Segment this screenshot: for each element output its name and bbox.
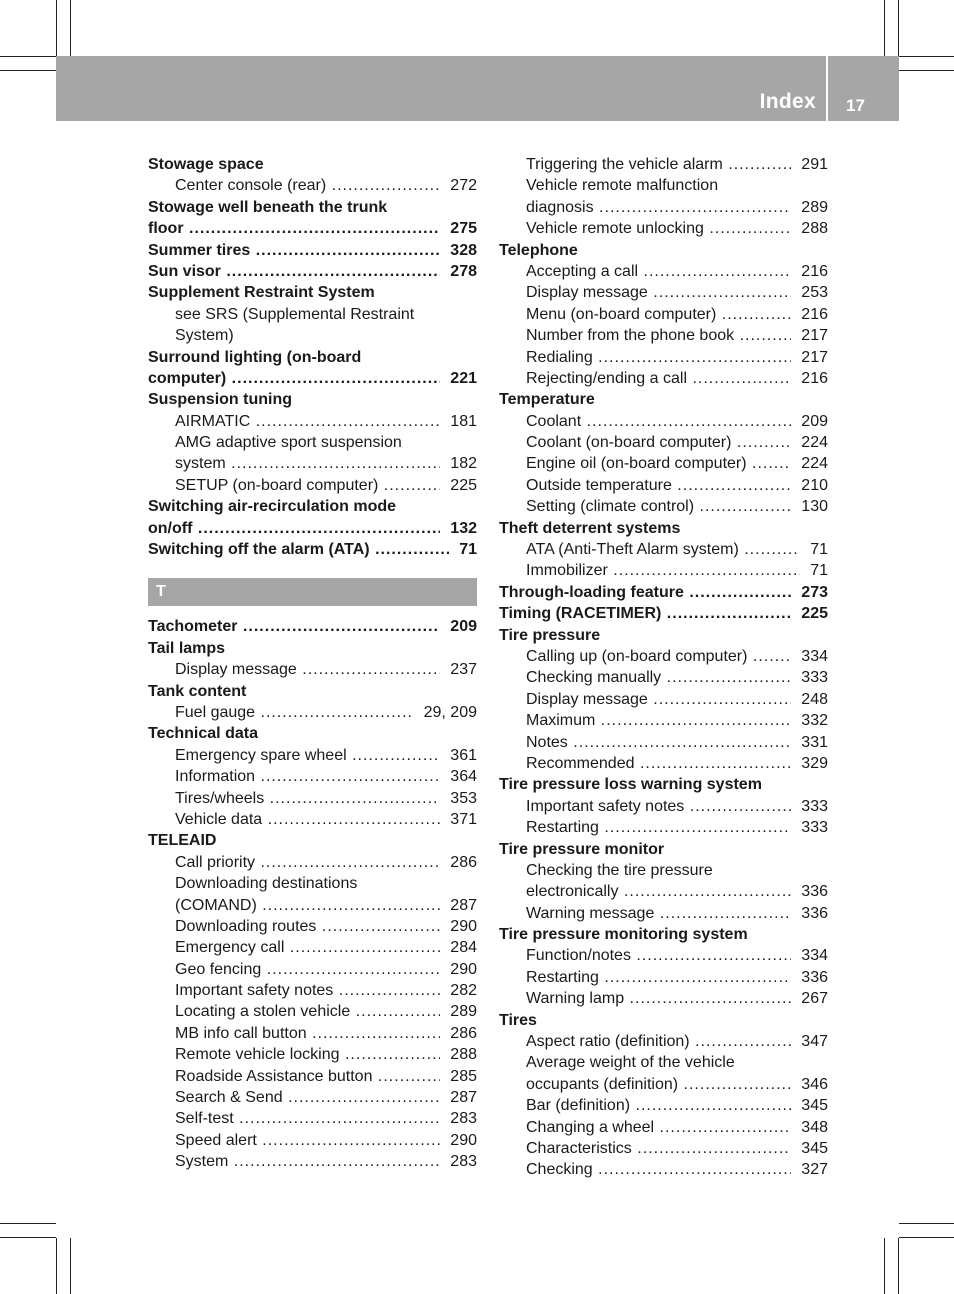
entry-page: 71 — [800, 539, 828, 560]
entry-page: 336 — [791, 881, 828, 902]
entry-page: 331 — [791, 732, 828, 753]
index-entries — [148, 616, 477, 1172]
entry-text: Checking ..... — [526, 1161, 828, 1178]
entry-text: diagnosis ..... — [526, 199, 828, 216]
index-entry — [148, 959, 477, 980]
index-entry — [499, 325, 828, 346]
entry-text: Display message ..... — [526, 691, 828, 708]
index-entries — [499, 154, 828, 1181]
crop-mark — [884, 1238, 885, 1294]
entry-page: 182 — [440, 453, 477, 474]
entry-page: 371 — [440, 809, 477, 830]
entry-page: 216 — [791, 304, 828, 325]
index-entry — [499, 646, 828, 667]
index-entry — [499, 625, 828, 646]
entry-text: Temperature — [499, 391, 595, 409]
entry-page: 333 — [791, 667, 828, 688]
entry-page: 334 — [791, 646, 828, 667]
entry-page: 209 — [791, 411, 828, 432]
entry-text: Through-loading feature ..... — [499, 584, 828, 601]
entry-page: 286 — [440, 852, 477, 873]
crop-mark — [899, 1223, 954, 1224]
entry-text: Technical data — [148, 725, 258, 743]
index-entries — [148, 154, 477, 560]
index-entry — [148, 895, 477, 916]
entry-text: Engine oil (on-board computer) ..... — [526, 455, 828, 472]
index-entry — [148, 304, 477, 325]
entry-page: 286 — [440, 1023, 477, 1044]
index-entry — [148, 240, 477, 261]
entry-text: Telephone — [499, 241, 578, 259]
index-entry — [148, 539, 477, 560]
index-entry — [148, 659, 477, 680]
entry-page: 289 — [791, 197, 828, 218]
entry-text: Surround lighting (on-board — [148, 348, 362, 366]
entry-page: 333 — [791, 796, 828, 817]
entry-page: 291 — [791, 154, 828, 175]
entry-text: Characteristics ..... — [526, 1140, 828, 1157]
entry-text: Checking the tire pressure — [526, 861, 713, 879]
index-entry — [499, 796, 828, 817]
index-entry — [148, 261, 477, 282]
entry-text: Search & Send ..... — [175, 1089, 477, 1106]
entry-page: 289 — [440, 1001, 477, 1022]
entry-page: 29, 209 — [414, 702, 477, 723]
entry-text: Display message ..... — [175, 661, 477, 678]
entry-text: Tires/wheels ..... — [175, 790, 477, 807]
crop-mark — [0, 70, 56, 71]
entry-text: Geo fencing ..... — [175, 961, 477, 978]
index-entry — [499, 539, 828, 560]
entry-text: Center console (rear) ..... — [175, 177, 477, 194]
entry-text: Remote vehicle locking ..... — [175, 1046, 477, 1063]
index-entry — [499, 240, 828, 261]
index-entry — [148, 830, 477, 851]
index-column-right — [499, 154, 828, 1181]
entry-text: Fuel gauge ..... — [175, 704, 477, 721]
entry-page: 328 — [440, 240, 477, 261]
index-entry — [499, 603, 828, 624]
entry-page: 336 — [791, 903, 828, 924]
index-entry — [148, 1130, 477, 1151]
entry-text: Important safety notes ..... — [526, 798, 828, 815]
index-entry — [499, 988, 828, 1009]
entry-text: (COMAND) ..... — [175, 897, 477, 914]
index-entry — [148, 766, 477, 787]
index-entry — [148, 852, 477, 873]
entry-page: 209 — [440, 616, 477, 637]
crop-mark — [70, 1238, 71, 1294]
index-entry — [148, 702, 477, 723]
index-entry — [499, 967, 828, 988]
index-entry — [148, 1001, 477, 1022]
entry-text: system ..... — [175, 455, 477, 472]
index-entry — [148, 1108, 477, 1129]
entry-page: 364 — [440, 766, 477, 787]
index-entry — [499, 860, 828, 881]
entry-page: 334 — [791, 945, 828, 966]
entry-text: Changing a wheel ..... — [526, 1119, 828, 1136]
entry-page: 130 — [791, 496, 828, 517]
index-entry — [148, 453, 477, 474]
index-entry — [148, 873, 477, 894]
page-title: Index — [759, 90, 816, 113]
entry-text: Roadside Assistance button ..... — [175, 1068, 477, 1085]
index-entry — [499, 689, 828, 710]
entry-page: 353 — [440, 788, 477, 809]
index-entry — [499, 1010, 828, 1031]
crop-mark — [56, 0, 57, 56]
index-entry — [499, 1138, 828, 1159]
index-entry — [499, 774, 828, 795]
index-entry — [499, 218, 828, 239]
entry-text: Vehicle remote malfunction — [526, 177, 719, 195]
index-entry — [148, 411, 477, 432]
entry-text: computer) ..... — [148, 370, 477, 387]
entry-page: 217 — [791, 325, 828, 346]
entry-text: Number from the phone book ..... — [526, 327, 828, 344]
entry-text: Summer tires ..... — [148, 242, 477, 259]
entry-text: Immobilizer ..... — [526, 562, 828, 579]
entry-text: Menu (on-board computer) ..... — [526, 306, 828, 323]
index-entry — [148, 389, 477, 410]
index-entry — [148, 1066, 477, 1087]
index-entry — [499, 1074, 828, 1095]
entry-page: 288 — [791, 218, 828, 239]
index-entry — [148, 325, 477, 346]
crop-mark — [898, 0, 899, 56]
entry-text: Checking manually ..... — [526, 669, 828, 686]
entry-page: 210 — [791, 475, 828, 496]
entry-page: 275 — [440, 218, 477, 239]
entry-page: 278 — [440, 261, 477, 282]
index-entry — [148, 475, 477, 496]
entry-page: 290 — [440, 916, 477, 937]
entry-text: Notes ..... — [526, 734, 828, 751]
index-entry — [148, 1087, 477, 1108]
entry-page: 345 — [791, 1095, 828, 1116]
section-letter: T — [148, 578, 477, 606]
index-entry — [499, 1031, 828, 1052]
index-entry — [499, 839, 828, 860]
entry-text: MB info call button ..... — [175, 1025, 477, 1042]
entry-text: Theft deterrent systems — [499, 519, 681, 537]
entry-page: 224 — [791, 432, 828, 453]
entry-text: Emergency call ..... — [175, 939, 477, 956]
entry-text: AMG adaptive sport suspension — [175, 434, 402, 452]
entry-text: on/off ..... — [148, 520, 477, 537]
entry-text: ATA (Anti-Theft Alarm system) ..... — [526, 541, 828, 558]
index-entry — [148, 916, 477, 937]
entry-text: see SRS (Supplemental Restraint — [175, 305, 415, 323]
entry-text: Maximum ..... — [526, 712, 828, 729]
index-entry — [499, 175, 828, 196]
entry-text: Function/notes ..... — [526, 947, 828, 964]
index-entry — [148, 788, 477, 809]
entry-text: Rejecting/ending a call ..... — [526, 370, 828, 387]
entry-page: 253 — [791, 282, 828, 303]
index-entry — [499, 304, 828, 325]
index-entry — [148, 937, 477, 958]
entry-text: Tire pressure — [499, 626, 601, 644]
entry-page: 217 — [791, 347, 828, 368]
entry-text: Accepting a call ..... — [526, 263, 828, 280]
entry-text: System) — [175, 327, 234, 345]
crop-mark — [898, 1238, 899, 1294]
entry-text: Vehicle data ..... — [175, 811, 477, 828]
entry-text: TELEAID — [148, 832, 217, 850]
index-column-left — [148, 154, 477, 1173]
entry-text: Supplement Restraint System — [148, 284, 375, 302]
entry-text: Tire pressure monitor — [499, 840, 665, 858]
index-entry — [148, 1151, 477, 1172]
entry-text: Calling up (on-board computer) ..... — [526, 648, 828, 665]
entry-page: 290 — [440, 959, 477, 980]
entry-page: 224 — [791, 453, 828, 474]
index-entry — [499, 710, 828, 731]
entry-page: 71 — [800, 560, 828, 581]
entry-text: floor ..... — [148, 220, 477, 237]
crop-mark — [0, 1237, 56, 1238]
entry-page: 327 — [791, 1159, 828, 1180]
index-entry — [148, 616, 477, 637]
entry-text: Important safety notes ..... — [175, 982, 477, 999]
entry-text: Sun visor ..... — [148, 263, 477, 280]
entry-text: Stowage well beneath the trunk — [148, 198, 388, 216]
entry-text: Locating a stolen vehicle ..... — [175, 1003, 477, 1020]
index-entry — [499, 817, 828, 838]
index-entry — [148, 496, 477, 517]
entry-text: Tachometer ..... — [148, 618, 477, 635]
index-entry — [148, 518, 477, 539]
entry-text: Coolant (on-board computer) ..... — [526, 434, 828, 451]
index-entry — [148, 175, 477, 196]
entry-text: occupants (definition) ..... — [526, 1076, 828, 1093]
entry-page: 288 — [440, 1044, 477, 1065]
index-entry — [499, 197, 828, 218]
entry-text: Downloading destinations — [175, 875, 358, 893]
index-entry — [499, 453, 828, 474]
entry-text: Call priority ..... — [175, 854, 477, 871]
entry-page: 287 — [440, 895, 477, 916]
entry-page: 346 — [791, 1074, 828, 1095]
entry-page: 283 — [440, 1108, 477, 1129]
index-entry — [499, 282, 828, 303]
entry-page: 71 — [449, 539, 477, 560]
index-entry — [499, 432, 828, 453]
crop-mark — [0, 1223, 56, 1224]
entry-page: 267 — [791, 988, 828, 1009]
index-entry — [148, 218, 477, 239]
entry-text: Downloading routes ..... — [175, 918, 477, 935]
entry-text: Average weight of the vehicle — [526, 1054, 735, 1072]
index-entry — [499, 560, 828, 581]
entry-page: 333 — [791, 817, 828, 838]
index-entry — [148, 638, 477, 659]
entry-page: 348 — [791, 1117, 828, 1138]
entry-text: Coolant ..... — [526, 413, 828, 430]
entry-page: 216 — [791, 368, 828, 389]
entry-text: Restarting ..... — [526, 969, 828, 986]
index-entry — [148, 347, 477, 368]
index-entry — [499, 1095, 828, 1116]
entry-text: Timing (RACETIMER) ..... — [499, 605, 828, 622]
entry-page: 225 — [791, 603, 828, 624]
entry-text: Speed alert ..... — [175, 1132, 477, 1149]
index-entry — [148, 368, 477, 389]
index-entry — [499, 475, 828, 496]
index-entry — [499, 753, 828, 774]
entry-page: 329 — [791, 753, 828, 774]
entry-text: AIRMATIC ..... — [175, 413, 477, 430]
index-entry — [148, 681, 477, 702]
entry-text: Triggering the vehicle alarm ..... — [526, 156, 828, 173]
index-entry — [499, 924, 828, 945]
entry-text: Tire pressure monitoring system — [499, 926, 748, 944]
index-entry — [148, 723, 477, 744]
index-entry — [499, 518, 828, 539]
entry-text: Stowage space — [148, 156, 264, 173]
entry-text: Self-test ..... — [175, 1110, 477, 1127]
crop-mark — [0, 56, 56, 57]
index-entry — [499, 903, 828, 924]
entry-page: 272 — [440, 175, 477, 196]
entry-text: Emergency spare wheel ..... — [175, 747, 477, 764]
entry-page: 332 — [791, 710, 828, 731]
entry-text: Switching off the alarm (ATA) ..... — [148, 541, 477, 558]
entry-page: 216 — [791, 261, 828, 282]
crop-mark — [899, 1237, 954, 1238]
index-entry — [148, 432, 477, 453]
index-entry — [148, 282, 477, 303]
entry-page: 290 — [440, 1130, 477, 1151]
entry-text: Warning message ..... — [526, 905, 828, 922]
entry-text: Setting (climate control) ..... — [526, 498, 828, 515]
crop-mark — [884, 0, 885, 56]
entry-text: Aspect ratio (definition) ..... — [526, 1033, 828, 1050]
entry-text: System ..... — [175, 1153, 477, 1170]
index-entry — [148, 809, 477, 830]
entry-text: Display message ..... — [526, 284, 828, 301]
entry-page: 132 — [440, 518, 477, 539]
entry-page: 336 — [791, 967, 828, 988]
crop-mark — [70, 0, 71, 56]
index-entry — [148, 745, 477, 766]
entry-text: Tail lamps — [148, 639, 226, 657]
index-entry — [499, 1052, 828, 1073]
entry-page: 283 — [440, 1151, 477, 1172]
entry-text: SETUP (on-board computer) ..... — [175, 477, 477, 494]
index-entry — [499, 389, 828, 410]
index-entry — [499, 881, 828, 902]
entry-text: Switching air-recirculation mode — [148, 498, 397, 516]
index-entry — [499, 368, 828, 389]
index-entry — [499, 1117, 828, 1138]
crop-mark — [899, 70, 954, 71]
index-entry — [148, 1044, 477, 1065]
entry-page: 287 — [440, 1087, 477, 1108]
entry-page: 225 — [440, 475, 477, 496]
entry-text: Tank content — [148, 682, 247, 700]
entry-page: 248 — [791, 689, 828, 710]
entry-page: 181 — [440, 411, 477, 432]
entry-page: 237 — [440, 659, 477, 680]
entry-page: 347 — [791, 1031, 828, 1052]
entry-text: Suspension tuning — [148, 391, 292, 409]
page-number: 17 — [846, 96, 865, 115]
index-entry — [148, 980, 477, 1001]
entry-page: 282 — [440, 980, 477, 1001]
entry-page: 285 — [440, 1066, 477, 1087]
crop-mark — [899, 56, 954, 57]
entry-text: electronically ..... — [526, 883, 828, 900]
entry-page: 273 — [791, 582, 828, 603]
entry-page: 284 — [440, 937, 477, 958]
entry-page: 345 — [791, 1138, 828, 1159]
entry-text: Tires — [499, 1011, 537, 1029]
index-entry — [148, 154, 477, 175]
index-entry — [499, 1159, 828, 1180]
entry-page: 361 — [440, 745, 477, 766]
entry-text: Vehicle remote unlocking ..... — [526, 220, 828, 237]
entry-text: Warning lamp ..... — [526, 990, 828, 1007]
entry-text: Tire pressure loss warning system — [499, 776, 762, 794]
index-entry — [148, 1023, 477, 1044]
entry-text: Outside temperature ..... — [526, 477, 828, 494]
entry-text: Bar (definition) ..... — [526, 1097, 828, 1114]
index-entry — [499, 582, 828, 603]
entry-text: Restarting ..... — [526, 819, 828, 836]
header-divider — [826, 56, 828, 121]
index-entry — [499, 732, 828, 753]
index-entry — [499, 945, 828, 966]
entry-text: Information ..... — [175, 768, 477, 785]
index-entry — [499, 261, 828, 282]
entry-text: Redialing ..... — [526, 349, 828, 366]
index-entry — [499, 496, 828, 517]
index-entry — [499, 154, 828, 175]
index-entry — [148, 197, 477, 218]
index-entry — [499, 667, 828, 688]
entry-text: Recommended ..... — [526, 755, 828, 772]
index-entry — [499, 347, 828, 368]
index-entry — [499, 411, 828, 432]
entry-page: 221 — [440, 368, 477, 389]
crop-mark — [56, 1238, 57, 1294]
